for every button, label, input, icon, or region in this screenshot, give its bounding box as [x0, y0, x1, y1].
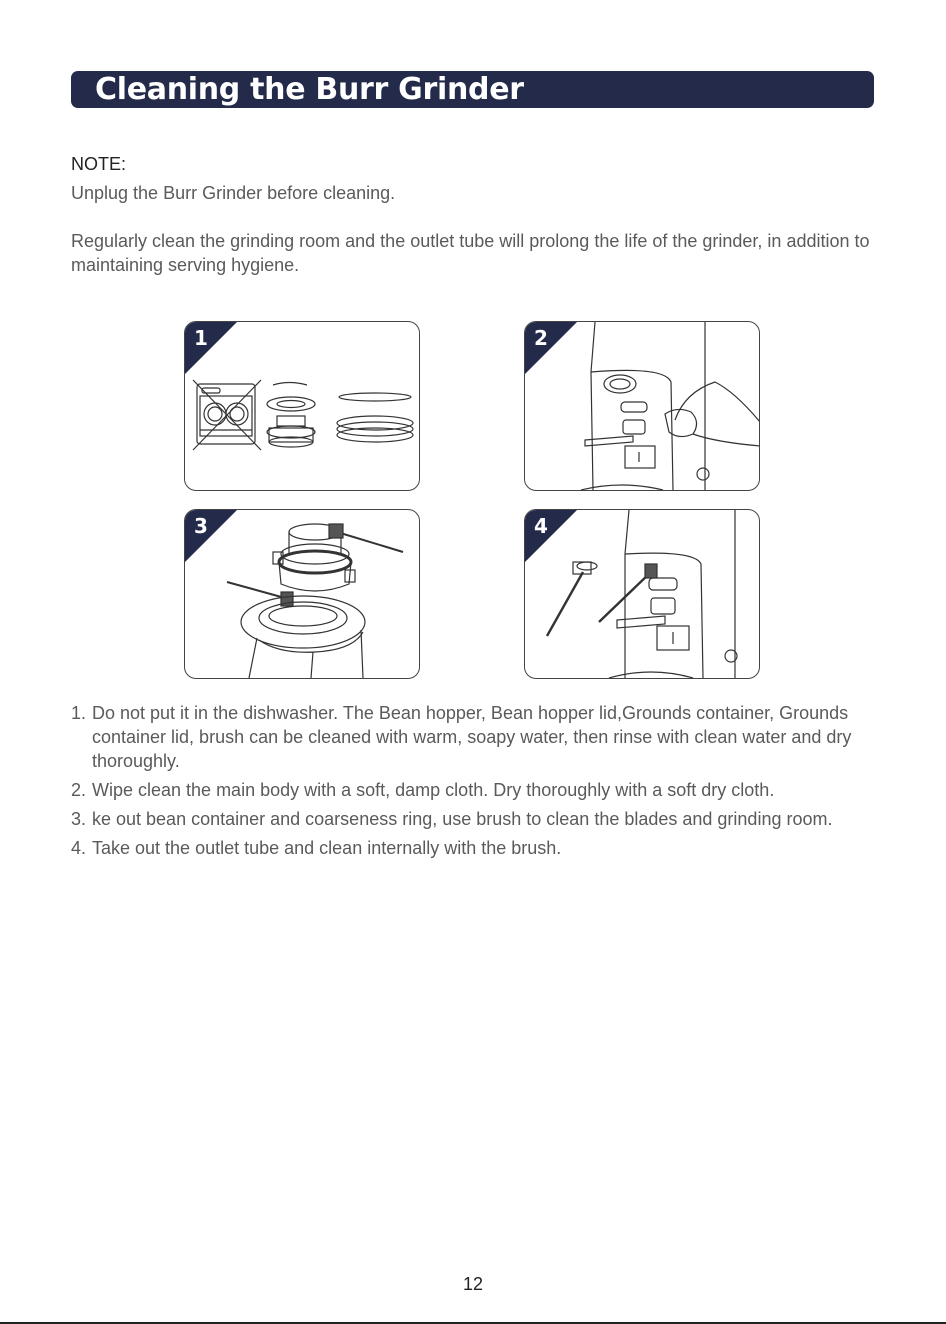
list-item: [71, 836, 877, 860]
section-title-bar: [71, 71, 874, 108]
figure-panel-2: [524, 321, 760, 491]
dishwasher-and-parts-illustration: [185, 322, 420, 491]
step-text: Take out the outlet tube and clean internally with the brush.: [92, 838, 562, 858]
figure-number: 4: [534, 514, 548, 538]
brush-grinding-room-illustration: [185, 510, 420, 679]
step-number: 2.: [71, 780, 87, 800]
note-text: Unplug the Burr Grinder before cleaning.: [71, 183, 396, 203]
list-item: [71, 807, 877, 831]
intro-paragraph: Regularly clean the grinding room and the outlet tube will prolong the life of the grinder, in addition to maintaining serving hygiene.: [71, 231, 870, 275]
figure-panel-4: [524, 509, 760, 679]
figure-panel-3: [184, 509, 420, 679]
wipe-body-cloth-illustration: [525, 322, 760, 491]
cleaning-steps-list: [71, 701, 877, 865]
step-number: 1.: [71, 703, 87, 723]
step-text: ke out bean container and coarseness ring, use brush to clean the blades and grinding room.: [92, 809, 833, 829]
step-number: 4.: [71, 838, 87, 858]
brush-outlet-tube-illustration: [525, 510, 760, 679]
page-number: 12: [462, 1274, 484, 1294]
note-label: NOTE:: [71, 154, 127, 174]
figure-panel-1: [184, 321, 420, 491]
figure-number: 1: [194, 326, 208, 350]
figure-number: 3: [194, 514, 208, 538]
figure-number: 2: [534, 326, 548, 350]
list-item: [71, 701, 877, 773]
step-number: 3.: [71, 809, 87, 829]
step-text: Do not put it in the dishwasher. The Bean hopper, Bean hopper lid,Grounds container, Grounds container lid, brush can be cleaned with warm, soapy water, then rinse with clean water and dry thoroughly.: [92, 703, 852, 771]
list-item: [71, 778, 877, 802]
page-title: Cleaning the Burr Grinder: [95, 72, 524, 107]
step-text: Wipe clean the main body with a soft, damp cloth. Dry thoroughly with a soft dry cloth.: [92, 780, 775, 800]
